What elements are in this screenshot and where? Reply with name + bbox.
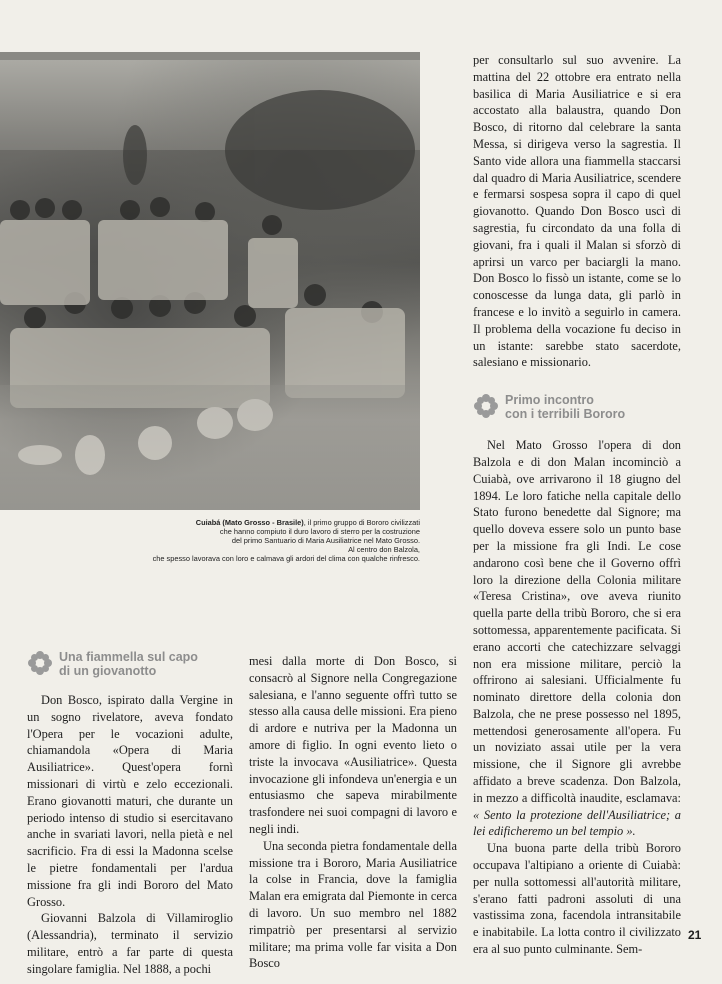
flower-ornament-icon [27, 650, 53, 676]
caption-line-5: che spesso lavorava con loro e calmava gli ardori del clima con qualche rinfresco. [152, 554, 420, 563]
paragraph: Don Bosco, ispirato dalla Vergine in un sogno rivelatore, aveva fondato l'Opera per le vocazioni adulte, chiamandola «Opera di Maria Ausiliatrice». Quest'opera fornì missionari di virtù e zelo eccezionali. Erano giovanotti maturi, che durante un periodo intenso di studio si esercitavano anche in svariati lavori, nella pietà e nel sacrificio. Fra di essi la Madonna scelse le pietre fondamentali per l'ardua missione fra gli indi Bororo del Mato Grosso. [27, 693, 233, 909]
section-heading-fiammella [27, 650, 233, 678]
column-1 [27, 650, 233, 978]
paragraph: mesi dalla morte di Don Bosco, si consacrò al Signore nella Congregazione salesiana, e l'anno seguente offrì tutto se stesso alla causa delle missioni. Era pieno di ardore e nutriva per la Madonna un amore di figlio. In ogni evento lieto o triste la invocava «Ausiliatrice». Questa invocazione gli infondeva un'energia e un entusiasmo che sapeva mirabilmente trasfondere nei suoi compagni di lavoro e negli indi. [249, 654, 457, 836]
heading-line-1: Primo incontro [505, 393, 594, 408]
column-3 [473, 52, 681, 958]
paragraph: Giovanni Balzola di Villamiroglio (Alessandria), terminato il servizio militare, entrò a far parte di questa singolare famiglia. Nel 1888, a pochi [27, 911, 233, 976]
caption-line-2: che hanno compiuto il duro lavoro di sterro per la costruzione [219, 527, 420, 536]
paragraph: Nel Mato Grosso l'opera di don Balzola e di don Malan incominciò a Cuiabà, ove arrivarono il 18 giugno del 1894. Le loro fatiche nella capitale dello Stato furono benedette dal Signore; ma quello doveva essere solo un punto base per la missione fra gli Indi. Le cose andarono così bene che il Governo offrì loro la direzione della Colonia militare «Teresa Cristina», ove aveva riunito quella parte della tribù Bororo, che si era sottomessa, apparentemente pacificata. Si erano accorti che catechizzare selvaggi non era missione militare, perciò la offrirono ai salesiani. Ufficialmente fu nominato direttore della colonia don Balzola, che ne prese possesso nel 1895, mettendosi generosamente all'opera. Fu un noviziato assai utile per la vera missione, che il Signore gli avrebbe affidato a breve scadenza. Don Balzola, in mezzo a difficoltà inaudite, esclamava: « Sento la protezione dell'Ausiliatrice; a lei edificheremo un bel tempio ». [473, 438, 681, 839]
paragraph: Una seconda pietra fondamentale della missione tra i Bororo, Maria Ausiliatrice la colse in Francia, dove la famiglia Malan era emigrata dal Piemonte in cerca di lavoro. Un suo membro nel 1882 rimpatriò per presentarsi al servizio militare; ma prima volle far visita a Don Bosco [249, 838, 457, 971]
photo-ground [0, 385, 420, 510]
caption-place: Cuiabá (Mato Grosso - Brasile) [195, 518, 304, 527]
heading-line-1: Una fiammella sul capo [59, 650, 198, 664]
page-number: 21 [688, 928, 702, 942]
photo-caption [40, 518, 420, 563]
section-heading-primo-incontro [473, 393, 681, 421]
flower-ornament-icon [473, 393, 499, 419]
heading-line-2: con i terribili Bororo [505, 407, 626, 422]
group-photo [0, 52, 420, 510]
column-2 [249, 653, 457, 972]
paragraph: per consultarlo sul suo avvenire. La mattina del 22 ottobre era entrato nella basilica di Maria Ausiliatrice e si era accostato alla balaustra, quando Don Bosco, di ritorno dal celebrare la santa Messa, si dirigeva verso la sagrestia. Il Santo vide allora una fiammella staccarsi dal quadro di Maria Ausiliatrice, scendere e fermarsi sospesa sopra il capo di quel giovanotto. Quando Don Bosco uscì di sagrestia, fu circondato da una folla di giovani, fra i quali il Malan si sforzò di aprirsi un varco per baciargli la mano. Don Bosco lo fissò un istante, come se lo conoscesse da lunga data, gli parlò in francese e lo invitò a seguirlo in camera. Il problema della vocazione fu deciso in un istante: sarebbe stato sacerdote, salesiano e missionario. [473, 53, 681, 370]
caption-line-4: Al centro don Balzola, [348, 545, 420, 554]
quote: « Sento la protezione dell'Ausiliatrice; a lei edificheremo un bel tempio ». [473, 807, 681, 839]
caption-line-1: Cuiabá (Mato Grosso - Brasile), il primo gruppo di Bororo civilizzati [195, 518, 420, 527]
paragraph: Una buona parte della tribù Bororo occupava l'altipiano a oriente di Cuiabà: per nulla sottomessi all'autorità militare, s'erano fatti padroni assoluti di una vastissima zona, facendola intransitabile e inabitabile. La lotta contro il civilizzato era al suo punto culminante. Sem- [473, 841, 681, 957]
caption-line-3: del primo Santuario di Maria Ausiliatrice nel Mato Grosso. [231, 536, 420, 545]
heading-line-2: di un giovanotto [59, 664, 157, 678]
